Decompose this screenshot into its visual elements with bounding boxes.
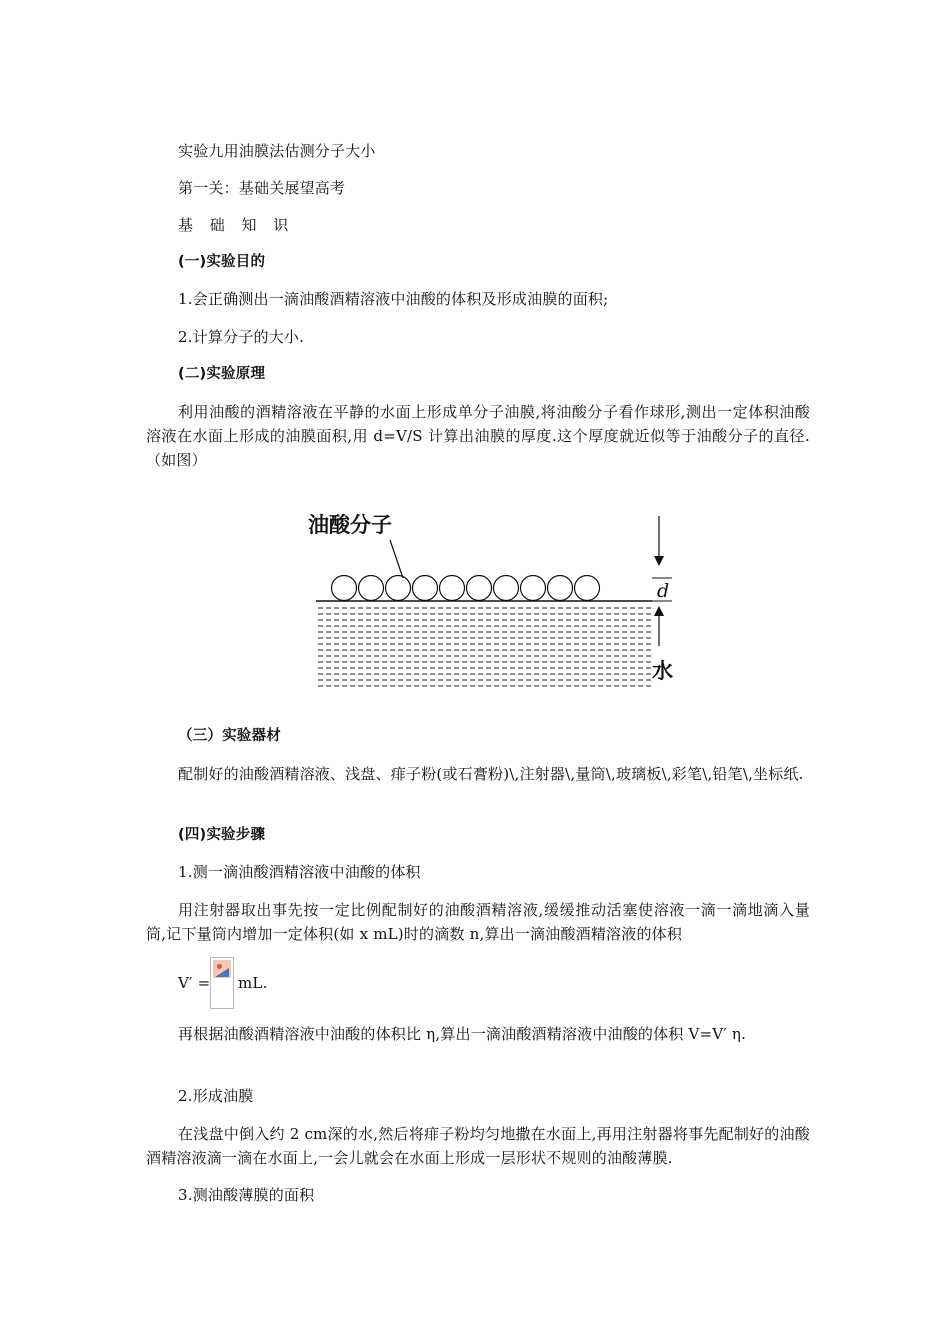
steps-heading: (四)实验步骤 xyxy=(178,827,266,843)
oil-molecule xyxy=(575,576,600,601)
formula-image-icon xyxy=(213,960,231,978)
thickness-arrowhead-down xyxy=(654,556,664,566)
oil-molecule xyxy=(440,576,465,601)
principle-text: 利用油酸的酒精溶液在平静的水面上形成单分子油膜,将油酸分子看作球形,测出一定体积油酸溶液在水面上形成的油膜面积,用 d=V/S 计算出油膜的厚度.这个厚度就近似等于油酸分子的直径.（如图） xyxy=(146,403,810,469)
oil-film-diagram xyxy=(300,506,690,702)
step-1-text: 用注射器取出事先按一定比例配制好的油酸酒精溶液,缓缓推动活塞使溶液一滴一滴地滴入量筒,记下量筒内增加一定体积(如 x mL)时的滴数 n,算出一滴油酸酒精溶液的体积 xyxy=(146,901,810,943)
thickness-label: d xyxy=(657,580,670,602)
oil-molecules xyxy=(332,576,600,601)
principle-heading: (二)实验原理 xyxy=(178,366,266,382)
molecule-label: 油酸分子 xyxy=(308,513,392,537)
formula-unit: mL. xyxy=(238,974,268,992)
molecule-pointer-line xyxy=(390,540,403,578)
oil-molecule xyxy=(494,576,519,601)
oil-molecule xyxy=(521,576,546,601)
oil-molecule xyxy=(359,576,384,601)
step-1-title: 1.测一滴油酸酒精溶液中油酸的体积 xyxy=(178,863,421,881)
purpose-heading: (一)实验目的 xyxy=(178,254,266,270)
step-3-title: 3.测油酸薄膜的面积 xyxy=(178,1186,315,1204)
oil-molecule xyxy=(467,576,492,601)
formula-lhs: V′ = xyxy=(178,974,211,992)
water-label: 水 xyxy=(652,659,673,683)
subheading: 基 础 知 识 xyxy=(178,216,295,234)
step-2-title: 2.形成油膜 xyxy=(178,1087,254,1105)
materials-text: 配制好的油酸酒精溶液、浅盘、痱子粉(或石膏粉)\,注射器\,量筒\,玻璃板\,彩笔\,铅笔\,坐标纸. xyxy=(178,765,804,783)
oil-molecule xyxy=(332,576,357,601)
section-heading: 第一关：基础关展望高考 xyxy=(178,179,346,197)
water-body xyxy=(318,608,652,686)
purpose-item-1: 1.会正确测出一滴油酸酒精溶液中油酸的体积及形成油膜的面积; xyxy=(178,290,609,308)
oil-molecule xyxy=(548,576,573,601)
purpose-item-2: 2.计算分子的大小. xyxy=(178,328,305,346)
fraction-image xyxy=(210,957,234,1009)
oil-molecule xyxy=(413,576,438,601)
step-1-text-2: 再根据油酸酒精溶液中油酸的体积比 η,算出一滴油酸酒精溶液中油酸的体积 V=V′ η. xyxy=(178,1025,747,1043)
step-2-text: 在浅盘中倒入约 2 cm深的水,然后将痱子粉均匀地撒在水面上,再用注射器将事先配制好的油酸酒精溶液滴一滴在水面上,一会儿就会在水面上形成一层形状不规则的油酸薄膜. xyxy=(146,1125,810,1167)
oil-molecule xyxy=(386,576,411,601)
document-title: 实验九用油膜法估测分子大小 xyxy=(178,142,376,160)
materials-heading: （三）实验器材 xyxy=(178,728,281,744)
